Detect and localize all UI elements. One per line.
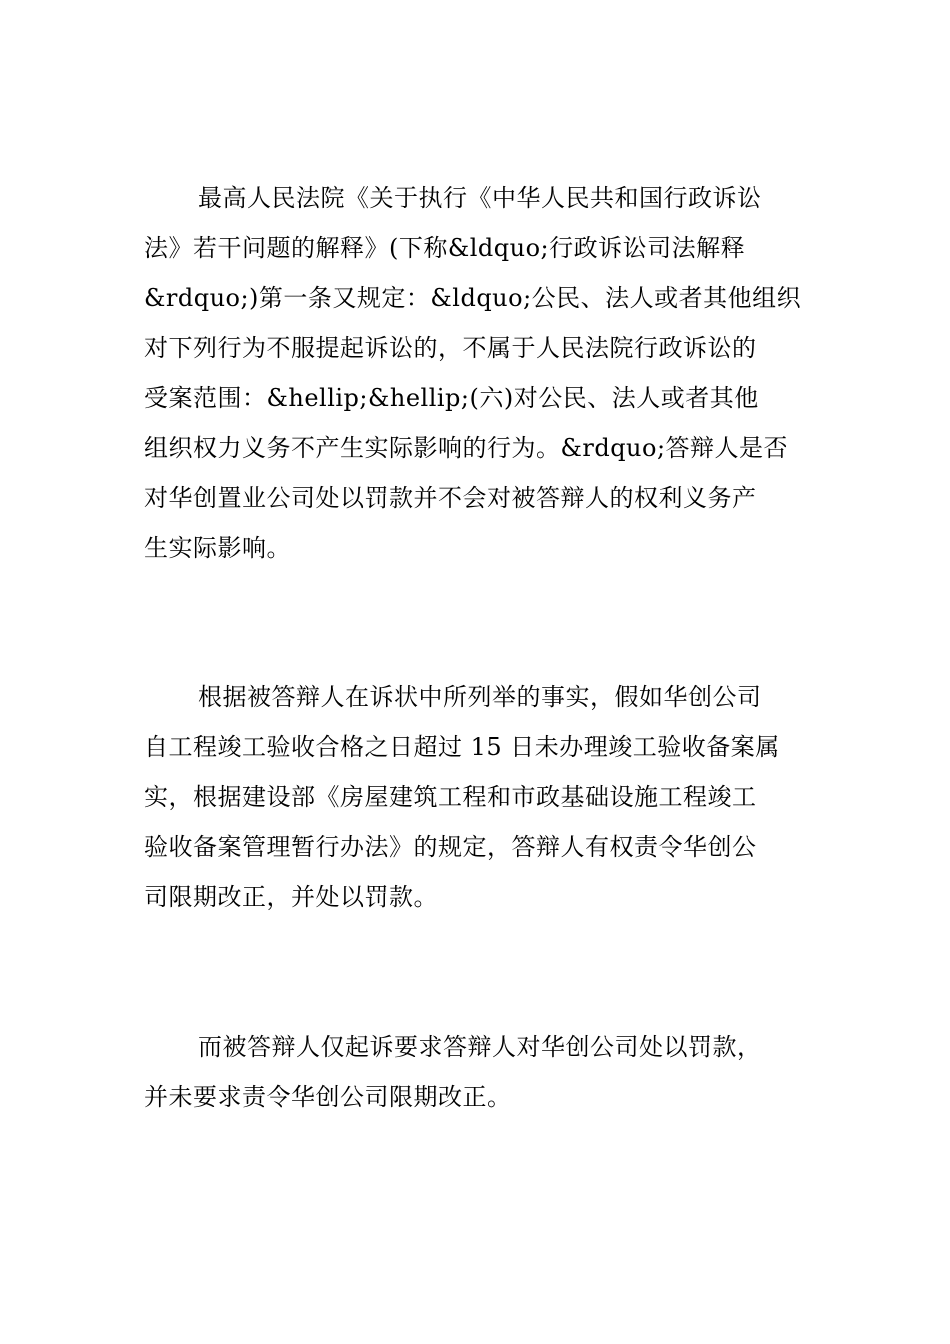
paragraph-line: &rdquo;)第一条又规定：&ldquo;公民、法人或者其他组织 — [144, 284, 802, 312]
paragraph-line: 法》若干问题的解释》(下称&ldquo;行政诉讼司法解释 — [144, 234, 746, 262]
paragraph-line: 对下列行为不服提起诉讼的，不属于人民法院行政诉讼的 — [144, 334, 757, 362]
paragraph-line: 根据被答辩人在诉状中所列举的事实，假如华创公司 — [198, 683, 762, 711]
paragraph-line: 最高人民法院《关于执行《中华人民共和国行政诉讼 — [198, 184, 762, 212]
paragraph-line: 自工程竣工验收合格之日超过 15 日未办理竣工验收备案属 — [144, 733, 780, 761]
paragraph-line: 对华创置业公司处以罚款并不会对被答辩人的权利义务产 — [144, 484, 757, 512]
paragraph-line: 实，根据建设部《房屋建筑工程和市政基础设施工程竣工 — [144, 783, 757, 811]
paragraph-3 — [144, 1022, 814, 1122]
paragraph-line: 生实际影响。 — [144, 534, 291, 562]
paragraph-line: 司限期改正，并处以罚款。 — [144, 883, 438, 911]
paragraph-line: 组织权力义务不产生实际影响的行为。&rdquo;答辩人是否 — [144, 434, 789, 462]
paragraph-line: 而被答辩人仅起诉要求答辩人对华创公司处以罚款， — [198, 1033, 762, 1061]
paragraph-line: 并未要求责令华创公司限期改正。 — [144, 1083, 512, 1111]
paragraph-2 — [144, 672, 814, 922]
paragraph-line: 受案范围：&hellip;&hellip;(六)对公民、法人或者其他 — [144, 384, 759, 412]
paragraph-line: 验收备案管理暂行办法》的规定，答辩人有权责令华创公 — [144, 833, 757, 861]
paragraph-1 — [144, 173, 814, 573]
